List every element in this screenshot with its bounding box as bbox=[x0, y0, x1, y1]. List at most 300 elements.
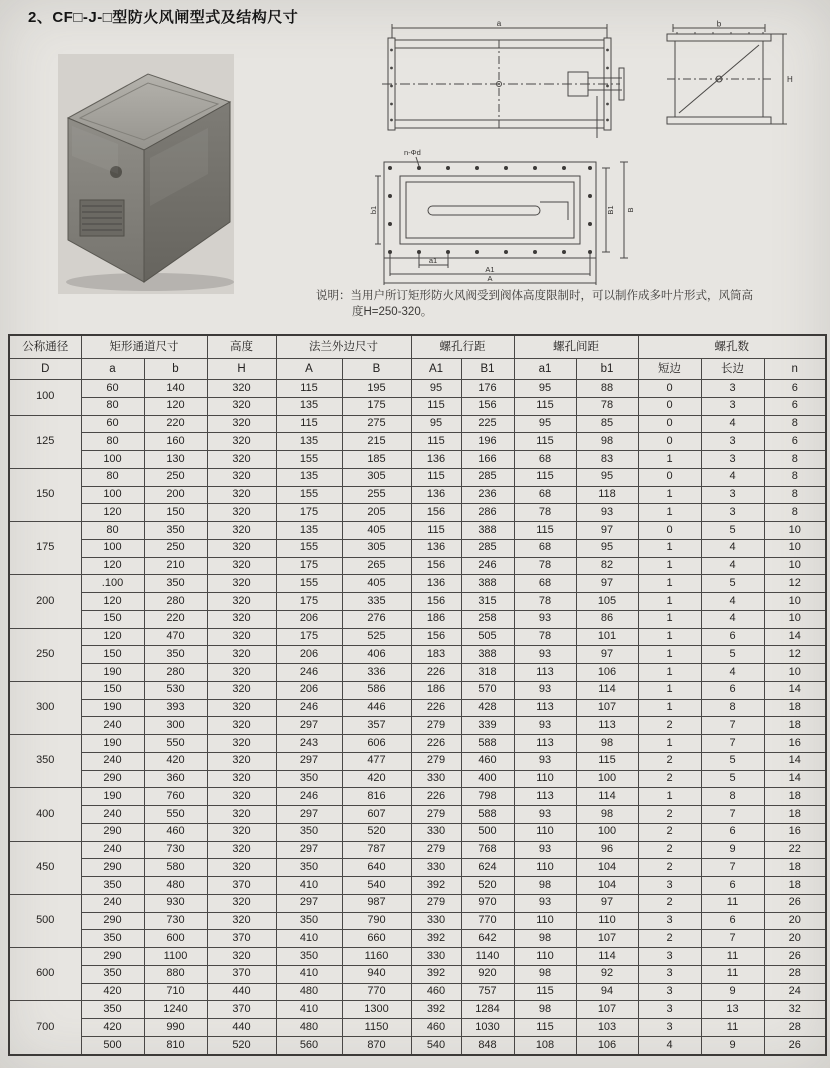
table-cell: 150 bbox=[81, 646, 144, 664]
plan-width-dim-label: a bbox=[496, 19, 502, 28]
table-cell: 420 bbox=[81, 1019, 144, 1037]
table-cell: 8 bbox=[764, 468, 826, 486]
table-cell: 250 bbox=[144, 468, 207, 486]
table-cell: 4 bbox=[638, 1036, 701, 1055]
table-cell: 280 bbox=[144, 593, 207, 611]
table-cell: 0 bbox=[638, 415, 701, 433]
table-cell: 400 bbox=[461, 770, 514, 788]
table-cell: 350 bbox=[276, 912, 342, 930]
table-cell: 290 bbox=[81, 823, 144, 841]
table-cell: 136 bbox=[411, 539, 461, 557]
table-cell: 392 bbox=[411, 965, 461, 983]
column-header: D bbox=[9, 359, 81, 380]
table-cell: 10 bbox=[764, 557, 826, 575]
table-cell: 115 bbox=[411, 433, 461, 451]
table-cell: 500 bbox=[461, 823, 514, 841]
table-cell: 156 bbox=[461, 397, 514, 415]
table-cell: 103 bbox=[576, 1019, 638, 1037]
table-cell: 297 bbox=[276, 894, 342, 912]
table-row bbox=[9, 983, 826, 1001]
table-row bbox=[9, 575, 826, 593]
table-cell: 155 bbox=[276, 539, 342, 557]
table-cell: 460 bbox=[461, 752, 514, 770]
table-cell: 930 bbox=[144, 894, 207, 912]
table-cell: 4 bbox=[701, 468, 764, 486]
table-cell: 787 bbox=[342, 841, 411, 859]
column-group-header: 螺孔间距 bbox=[514, 335, 638, 359]
table-row bbox=[9, 593, 826, 611]
table-cell: 205 bbox=[342, 504, 411, 522]
table-cell: 86 bbox=[576, 610, 638, 628]
table-cell: 1 bbox=[638, 788, 701, 806]
table-cell: 11 bbox=[701, 965, 764, 983]
table-cell: 2 bbox=[638, 770, 701, 788]
table-cell: 2 bbox=[638, 894, 701, 912]
table-cell: 110 bbox=[514, 948, 576, 966]
table-cell: 768 bbox=[461, 841, 514, 859]
table-cell: 1284 bbox=[461, 1001, 514, 1019]
table-cell: 136 bbox=[411, 575, 461, 593]
column-group-header: 螺孔数 bbox=[638, 335, 826, 359]
table-cell: 95 bbox=[514, 380, 576, 398]
table-cell: 240 bbox=[81, 841, 144, 859]
product-photo-image bbox=[58, 54, 234, 294]
nominal-diameter-cell: 200 bbox=[9, 575, 81, 628]
table-cell: 320 bbox=[207, 557, 276, 575]
table-cell: 286 bbox=[461, 504, 514, 522]
table-row bbox=[9, 433, 826, 451]
nominal-diameter-cell: 100 bbox=[9, 380, 81, 416]
table-cell: 120 bbox=[81, 504, 144, 522]
table-cell: 320 bbox=[207, 788, 276, 806]
table-cell: 113 bbox=[514, 735, 576, 753]
table-cell: 115 bbox=[514, 397, 576, 415]
table-row bbox=[9, 859, 826, 877]
table-cell: 1 bbox=[638, 539, 701, 557]
table-cell: 93 bbox=[514, 752, 576, 770]
table-cell: 68 bbox=[514, 451, 576, 469]
spec-table bbox=[8, 334, 827, 1056]
table-cell: 246 bbox=[276, 664, 342, 682]
table-cell: 3 bbox=[638, 948, 701, 966]
table-cell: 246 bbox=[276, 788, 342, 806]
table-cell: 26 bbox=[764, 1036, 826, 1055]
front-right-inner-dim-label: B1 bbox=[606, 205, 615, 215]
table-cell: 98 bbox=[576, 806, 638, 824]
table-cell: 95 bbox=[576, 539, 638, 557]
table-cell: 93 bbox=[514, 646, 576, 664]
table-cell: 470 bbox=[144, 628, 207, 646]
front-view-drawing bbox=[370, 146, 635, 288]
table-cell: 330 bbox=[411, 912, 461, 930]
table-cell: 710 bbox=[144, 983, 207, 1001]
table-cell: 155 bbox=[276, 575, 342, 593]
table-cell: 226 bbox=[411, 788, 461, 806]
table-cell: 320 bbox=[207, 717, 276, 735]
table-cell: 95 bbox=[576, 468, 638, 486]
front-right-outer-dim-label: B bbox=[626, 207, 635, 213]
table-cell: 570 bbox=[461, 681, 514, 699]
table-cell: 505 bbox=[461, 628, 514, 646]
table-cell: 276 bbox=[342, 610, 411, 628]
table-cell: 226 bbox=[411, 664, 461, 682]
table-cell: 297 bbox=[276, 806, 342, 824]
table-cell: 392 bbox=[411, 1001, 461, 1019]
table-row bbox=[9, 539, 826, 557]
nominal-diameter-cell: 450 bbox=[9, 841, 81, 894]
table-cell: 987 bbox=[342, 894, 411, 912]
table-cell: 106 bbox=[576, 1036, 638, 1055]
table-cell: 320 bbox=[207, 380, 276, 398]
table-cell: 420 bbox=[81, 983, 144, 1001]
table-cell: 360 bbox=[144, 770, 207, 788]
column-header: a1 bbox=[514, 359, 576, 380]
table-cell: 110 bbox=[514, 859, 576, 877]
table-row bbox=[9, 877, 826, 895]
table-cell: 115 bbox=[276, 415, 342, 433]
table-cell: 98 bbox=[576, 433, 638, 451]
column-header: A1 bbox=[411, 359, 461, 380]
table-cell: 150 bbox=[81, 681, 144, 699]
table-cell: 320 bbox=[207, 894, 276, 912]
table-cell: 370 bbox=[207, 930, 276, 948]
table-cell: 350 bbox=[144, 646, 207, 664]
table-cell: 350 bbox=[276, 770, 342, 788]
table-cell: 330 bbox=[411, 859, 461, 877]
table-cell: 68 bbox=[514, 486, 576, 504]
table-cell: 420 bbox=[342, 770, 411, 788]
table-cell: 350 bbox=[144, 575, 207, 593]
table-cell: 1030 bbox=[461, 1019, 514, 1037]
table-cell: 95 bbox=[411, 380, 461, 398]
table-cell: 3 bbox=[638, 912, 701, 930]
table-cell: 6 bbox=[764, 397, 826, 415]
table-cell: 588 bbox=[461, 806, 514, 824]
table-cell: 540 bbox=[342, 877, 411, 895]
table-cell: 113 bbox=[514, 699, 576, 717]
page-title: 2、CF□-J-□型防火风闸型式及结构尺寸 bbox=[28, 9, 299, 26]
table-cell: 500 bbox=[81, 1036, 144, 1055]
table-cell: 1300 bbox=[342, 1001, 411, 1019]
table-cell: 225 bbox=[461, 415, 514, 433]
table-cell: 275 bbox=[342, 415, 411, 433]
table-cell: 870 bbox=[342, 1036, 411, 1055]
table-cell: 480 bbox=[276, 983, 342, 1001]
table-cell: 790 bbox=[342, 912, 411, 930]
table-cell: 7 bbox=[701, 806, 764, 824]
table-cell: 250 bbox=[144, 539, 207, 557]
table-cell: 339 bbox=[461, 717, 514, 735]
table-row bbox=[9, 486, 826, 504]
table-cell: 113 bbox=[514, 788, 576, 806]
table-cell: 11 bbox=[701, 948, 764, 966]
table-cell: 477 bbox=[342, 752, 411, 770]
table-cell: 175 bbox=[276, 504, 342, 522]
table-cell: 279 bbox=[411, 806, 461, 824]
table-cell: 175 bbox=[276, 557, 342, 575]
table-cell: 220 bbox=[144, 610, 207, 628]
table-cell: 85 bbox=[576, 415, 638, 433]
table-cell: 226 bbox=[411, 699, 461, 717]
table-cell: 336 bbox=[342, 664, 411, 682]
column-group-header: 螺孔行距 bbox=[411, 335, 514, 359]
nominal-diameter-cell: 175 bbox=[9, 522, 81, 575]
table-cell: 22 bbox=[764, 841, 826, 859]
table-cell: 176 bbox=[461, 380, 514, 398]
table-cell: 0 bbox=[638, 397, 701, 415]
column-header: A bbox=[276, 359, 342, 380]
table-cell: 78 bbox=[514, 557, 576, 575]
table-cell: 1 bbox=[638, 504, 701, 522]
table-cell: 115 bbox=[576, 752, 638, 770]
table-cell: 320 bbox=[207, 433, 276, 451]
table-cell: 350 bbox=[276, 859, 342, 877]
table-cell: 156 bbox=[411, 593, 461, 611]
nominal-diameter-cell: 350 bbox=[9, 735, 81, 788]
table-cell: 3 bbox=[701, 380, 764, 398]
table-cell: 606 bbox=[342, 735, 411, 753]
table-cell: 26 bbox=[764, 948, 826, 966]
table-cell: 730 bbox=[144, 912, 207, 930]
table-cell: 8 bbox=[701, 699, 764, 717]
table-cell: 810 bbox=[144, 1036, 207, 1055]
spec-table-header bbox=[9, 335, 826, 380]
table-cell: 185 bbox=[342, 451, 411, 469]
table-cell: 320 bbox=[207, 646, 276, 664]
table-cell: 94 bbox=[576, 983, 638, 1001]
table-row bbox=[9, 735, 826, 753]
table-cell: 155 bbox=[276, 451, 342, 469]
table-cell: 279 bbox=[411, 752, 461, 770]
table-cell: 1 bbox=[638, 699, 701, 717]
table-cell: 2 bbox=[638, 859, 701, 877]
nominal-diameter-cell: 400 bbox=[9, 788, 81, 841]
table-cell: 80 bbox=[81, 397, 144, 415]
table-cell: 156 bbox=[411, 557, 461, 575]
table-cell: 114 bbox=[576, 681, 638, 699]
table-cell: 7 bbox=[701, 930, 764, 948]
table-cell: 110 bbox=[514, 770, 576, 788]
table-cell: 1 bbox=[638, 593, 701, 611]
table-cell: 410 bbox=[276, 1001, 342, 1019]
table-cell: 240 bbox=[81, 806, 144, 824]
table-cell: 1160 bbox=[342, 948, 411, 966]
table-cell: 420 bbox=[144, 752, 207, 770]
table-cell: 530 bbox=[144, 681, 207, 699]
table-cell: 8 bbox=[764, 504, 826, 522]
table-cell: 206 bbox=[276, 610, 342, 628]
table-cell: 68 bbox=[514, 575, 576, 593]
table-cell: 8 bbox=[764, 451, 826, 469]
table-cell: 1 bbox=[638, 628, 701, 646]
table-cell: 265 bbox=[342, 557, 411, 575]
nominal-diameter-cell: 500 bbox=[9, 894, 81, 947]
note-label: 说明： bbox=[316, 290, 351, 302]
table-cell: 10 bbox=[764, 522, 826, 540]
nominal-diameter-cell: 700 bbox=[9, 1001, 81, 1055]
column-header: 长边 bbox=[701, 359, 764, 380]
table-cell: 110 bbox=[514, 912, 576, 930]
table-cell: 6 bbox=[701, 628, 764, 646]
table-cell: 186 bbox=[411, 681, 461, 699]
table-cell: 236 bbox=[461, 486, 514, 504]
table-cell: 370 bbox=[207, 877, 276, 895]
table-cell: 290 bbox=[81, 859, 144, 877]
table-cell: 0 bbox=[638, 522, 701, 540]
table-row bbox=[9, 806, 826, 824]
table-cell: 115 bbox=[514, 468, 576, 486]
table-cell: 135 bbox=[276, 433, 342, 451]
table-cell: 114 bbox=[576, 948, 638, 966]
table-cell: 156 bbox=[411, 628, 461, 646]
table-cell: 305 bbox=[342, 468, 411, 486]
table-cell: 9 bbox=[701, 983, 764, 1001]
table-cell: 8 bbox=[764, 486, 826, 504]
table-cell: 320 bbox=[207, 522, 276, 540]
table-cell: 258 bbox=[461, 610, 514, 628]
column-group-header: 公称通径 bbox=[9, 335, 81, 359]
table-cell: 393 bbox=[144, 699, 207, 717]
table-cell: 9 bbox=[701, 841, 764, 859]
table-cell: 330 bbox=[411, 823, 461, 841]
table-cell: 18 bbox=[764, 788, 826, 806]
table-cell: 190 bbox=[81, 699, 144, 717]
table-cell: 330 bbox=[411, 770, 461, 788]
table-cell: 406 bbox=[342, 646, 411, 664]
table-cell: 82 bbox=[576, 557, 638, 575]
table-cell: 107 bbox=[576, 1001, 638, 1019]
table-cell: 78 bbox=[514, 593, 576, 611]
side-width-dim-label: b bbox=[716, 19, 722, 29]
table-cell: 770 bbox=[461, 912, 514, 930]
table-cell: 320 bbox=[207, 593, 276, 611]
table-cell: 175 bbox=[276, 593, 342, 611]
table-cell: 18 bbox=[764, 877, 826, 895]
table-cell: 770 bbox=[342, 983, 411, 1001]
table-cell: 392 bbox=[411, 930, 461, 948]
table-cell: 255 bbox=[342, 486, 411, 504]
table-row bbox=[9, 770, 826, 788]
table-cell: 16 bbox=[764, 823, 826, 841]
table-cell: 297 bbox=[276, 841, 342, 859]
front-bottom-mid-dim-label: A1 bbox=[485, 265, 495, 274]
table-cell: 120 bbox=[81, 557, 144, 575]
note-text bbox=[316, 288, 828, 320]
column-header: b1 bbox=[576, 359, 638, 380]
table-cell: .100 bbox=[81, 575, 144, 593]
table-cell: 32 bbox=[764, 1001, 826, 1019]
table-cell: 1240 bbox=[144, 1001, 207, 1019]
table-cell: 68 bbox=[514, 539, 576, 557]
table-cell: 5 bbox=[701, 770, 764, 788]
table-cell: 3 bbox=[638, 983, 701, 1001]
table-cell: 410 bbox=[276, 877, 342, 895]
table-cell: 279 bbox=[411, 841, 461, 859]
table-cell: 175 bbox=[342, 397, 411, 415]
table-cell: 320 bbox=[207, 504, 276, 522]
table-cell: 6 bbox=[701, 877, 764, 895]
table-cell: 320 bbox=[207, 681, 276, 699]
table-cell: 0 bbox=[638, 433, 701, 451]
table-row bbox=[9, 965, 826, 983]
table-row bbox=[9, 628, 826, 646]
table-cell: 100 bbox=[81, 486, 144, 504]
table-row bbox=[9, 415, 826, 433]
table-cell: 113 bbox=[576, 717, 638, 735]
table-cell: 210 bbox=[144, 557, 207, 575]
table-cell: 350 bbox=[144, 522, 207, 540]
table-cell: 460 bbox=[411, 983, 461, 1001]
table-cell: 115 bbox=[411, 468, 461, 486]
side-height-dim-label: H bbox=[787, 75, 793, 84]
table-row bbox=[9, 912, 826, 930]
table-cell: 160 bbox=[144, 433, 207, 451]
table-cell: 190 bbox=[81, 664, 144, 682]
nominal-diameter-cell: 125 bbox=[9, 415, 81, 468]
table-cell: 135 bbox=[276, 468, 342, 486]
table-cell: 104 bbox=[576, 859, 638, 877]
table-cell: 12 bbox=[764, 646, 826, 664]
table-cell: 335 bbox=[342, 593, 411, 611]
table-cell: 580 bbox=[144, 859, 207, 877]
table-cell: 93 bbox=[514, 894, 576, 912]
table-cell: 18 bbox=[764, 699, 826, 717]
table-cell: 350 bbox=[81, 877, 144, 895]
table-cell: 200 bbox=[144, 486, 207, 504]
table-cell: 98 bbox=[514, 877, 576, 895]
table-cell: 78 bbox=[576, 397, 638, 415]
table-cell: 550 bbox=[144, 735, 207, 753]
table-row bbox=[9, 522, 826, 540]
table-cell: 93 bbox=[514, 681, 576, 699]
table-cell: 115 bbox=[411, 522, 461, 540]
table-cell: 2 bbox=[638, 806, 701, 824]
table-cell: 320 bbox=[207, 486, 276, 504]
table-row bbox=[9, 380, 826, 398]
table-cell: 410 bbox=[276, 965, 342, 983]
table-cell: 5 bbox=[701, 575, 764, 593]
table-cell: 297 bbox=[276, 752, 342, 770]
table-cell: 10 bbox=[764, 539, 826, 557]
table-cell: 290 bbox=[81, 948, 144, 966]
table-cell: 10 bbox=[764, 593, 826, 611]
note-line-2: 度H=250-320。 bbox=[352, 306, 433, 318]
table-cell: 2 bbox=[638, 717, 701, 735]
table-cell: 405 bbox=[342, 575, 411, 593]
table-cell: 320 bbox=[207, 468, 276, 486]
table-cell: 624 bbox=[461, 859, 514, 877]
column-header: H bbox=[207, 359, 276, 380]
table-cell: 320 bbox=[207, 397, 276, 415]
table-cell: 3 bbox=[638, 1001, 701, 1019]
table-cell: 226 bbox=[411, 735, 461, 753]
table-cell: 5 bbox=[701, 522, 764, 540]
column-group-header: 高度 bbox=[207, 335, 276, 359]
table-cell: 3 bbox=[701, 486, 764, 504]
table-cell: 816 bbox=[342, 788, 411, 806]
table-cell: 155 bbox=[276, 486, 342, 504]
table-row bbox=[9, 664, 826, 682]
table-cell: 320 bbox=[207, 859, 276, 877]
table-cell: 320 bbox=[207, 770, 276, 788]
table-cell: 118 bbox=[576, 486, 638, 504]
table-cell: 4 bbox=[701, 593, 764, 611]
table-cell: 96 bbox=[576, 841, 638, 859]
table-row bbox=[9, 646, 826, 664]
table-cell: 320 bbox=[207, 806, 276, 824]
table-cell: 93 bbox=[514, 717, 576, 735]
table-cell: 100 bbox=[81, 539, 144, 557]
